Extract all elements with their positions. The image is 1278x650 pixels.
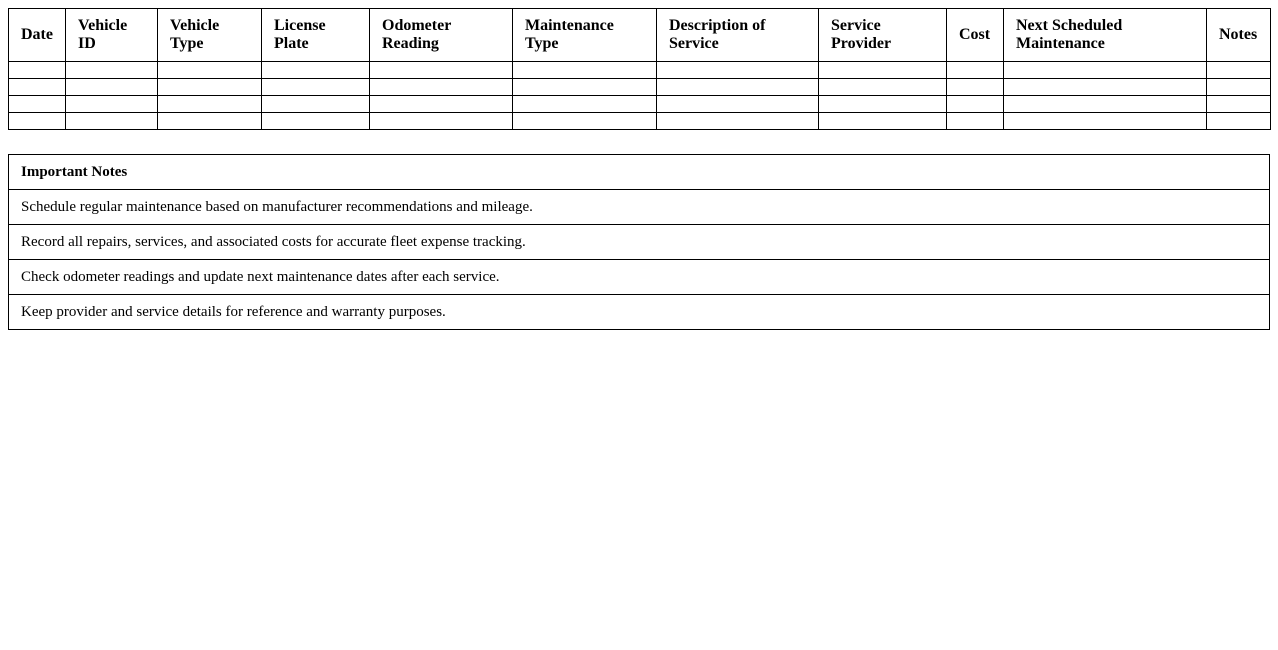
table-cell[interactable] xyxy=(1207,62,1271,79)
header-vehicle-type: Vehicle Type xyxy=(158,9,262,62)
note-item: Keep provider and service details for reference and warranty purposes. xyxy=(9,295,1270,330)
table-cell[interactable] xyxy=(370,96,513,113)
table-cell[interactable] xyxy=(657,79,819,96)
table-cell[interactable] xyxy=(1004,113,1207,130)
notes-title: Important Notes xyxy=(9,155,1270,190)
table-cell[interactable] xyxy=(513,96,657,113)
note-item: Schedule regular maintenance based on manufacturer recommendations and mileage. xyxy=(9,190,1270,225)
header-odometer-reading: Odometer Reading xyxy=(370,9,513,62)
table-cell[interactable] xyxy=(158,62,262,79)
table-cell[interactable] xyxy=(66,79,158,96)
table-cell[interactable] xyxy=(513,113,657,130)
table-cell[interactable] xyxy=(947,96,1004,113)
header-description-of-service: Description of Service xyxy=(657,9,819,62)
header-notes: Notes xyxy=(1207,9,1271,62)
table-cell[interactable] xyxy=(1004,62,1207,79)
table-cell[interactable] xyxy=(66,62,158,79)
table-header-row xyxy=(9,9,1271,62)
header-maintenance-type: Maintenance Type xyxy=(513,9,657,62)
header-date: Date xyxy=(9,9,66,62)
table-cell[interactable] xyxy=(657,113,819,130)
table-cell[interactable] xyxy=(262,96,370,113)
note-item: Record all repairs, services, and associated costs for accurate fleet expense tracking. xyxy=(9,225,1270,260)
table-row xyxy=(9,96,1271,113)
header-service-provider: Service Provider xyxy=(819,9,947,62)
header-vehicle-id: Vehicle ID xyxy=(66,9,158,62)
notes-title-row xyxy=(9,155,1270,190)
table-cell[interactable] xyxy=(262,79,370,96)
table-cell[interactable] xyxy=(9,79,66,96)
header-license-plate: License Plate xyxy=(262,9,370,62)
table-cell[interactable] xyxy=(819,113,947,130)
table-cell[interactable] xyxy=(657,96,819,113)
table-row xyxy=(9,113,1271,130)
table-cell[interactable] xyxy=(1207,96,1271,113)
header-cost: Cost xyxy=(947,9,1004,62)
header-next-scheduled-maintenance: Next Scheduled Maintenance xyxy=(1004,9,1207,62)
table-cell[interactable] xyxy=(947,113,1004,130)
table-cell[interactable] xyxy=(158,113,262,130)
table-cell[interactable] xyxy=(947,79,1004,96)
table-cell[interactable] xyxy=(158,79,262,96)
table-cell[interactable] xyxy=(1004,96,1207,113)
table-cell[interactable] xyxy=(66,113,158,130)
table-row xyxy=(9,79,1271,96)
table-cell[interactable] xyxy=(819,79,947,96)
table-cell[interactable] xyxy=(262,62,370,79)
table-cell[interactable] xyxy=(819,96,947,113)
table-cell[interactable] xyxy=(66,96,158,113)
table-row xyxy=(9,62,1271,79)
table-cell[interactable] xyxy=(657,62,819,79)
maintenance-log-table xyxy=(8,8,1271,130)
table-cell[interactable] xyxy=(1207,79,1271,96)
table-cell[interactable] xyxy=(9,113,66,130)
table-cell[interactable] xyxy=(513,62,657,79)
note-row xyxy=(9,260,1270,295)
table-cell[interactable] xyxy=(947,62,1004,79)
note-item: Check odometer readings and update next maintenance dates after each service. xyxy=(9,260,1270,295)
note-row xyxy=(9,225,1270,260)
table-cell[interactable] xyxy=(158,96,262,113)
table-cell[interactable] xyxy=(370,113,513,130)
important-notes-table xyxy=(8,154,1270,330)
table-cell[interactable] xyxy=(819,62,947,79)
table-cell[interactable] xyxy=(9,62,66,79)
table-cell[interactable] xyxy=(262,113,370,130)
table-cell[interactable] xyxy=(513,79,657,96)
table-cell[interactable] xyxy=(9,96,66,113)
table-cell[interactable] xyxy=(370,62,513,79)
table-cell[interactable] xyxy=(1207,113,1271,130)
page-content xyxy=(8,8,1270,330)
table-cell[interactable] xyxy=(1004,79,1207,96)
note-row xyxy=(9,190,1270,225)
note-row xyxy=(9,295,1270,330)
table-cell[interactable] xyxy=(370,79,513,96)
maintenance-log-body xyxy=(9,62,1271,130)
